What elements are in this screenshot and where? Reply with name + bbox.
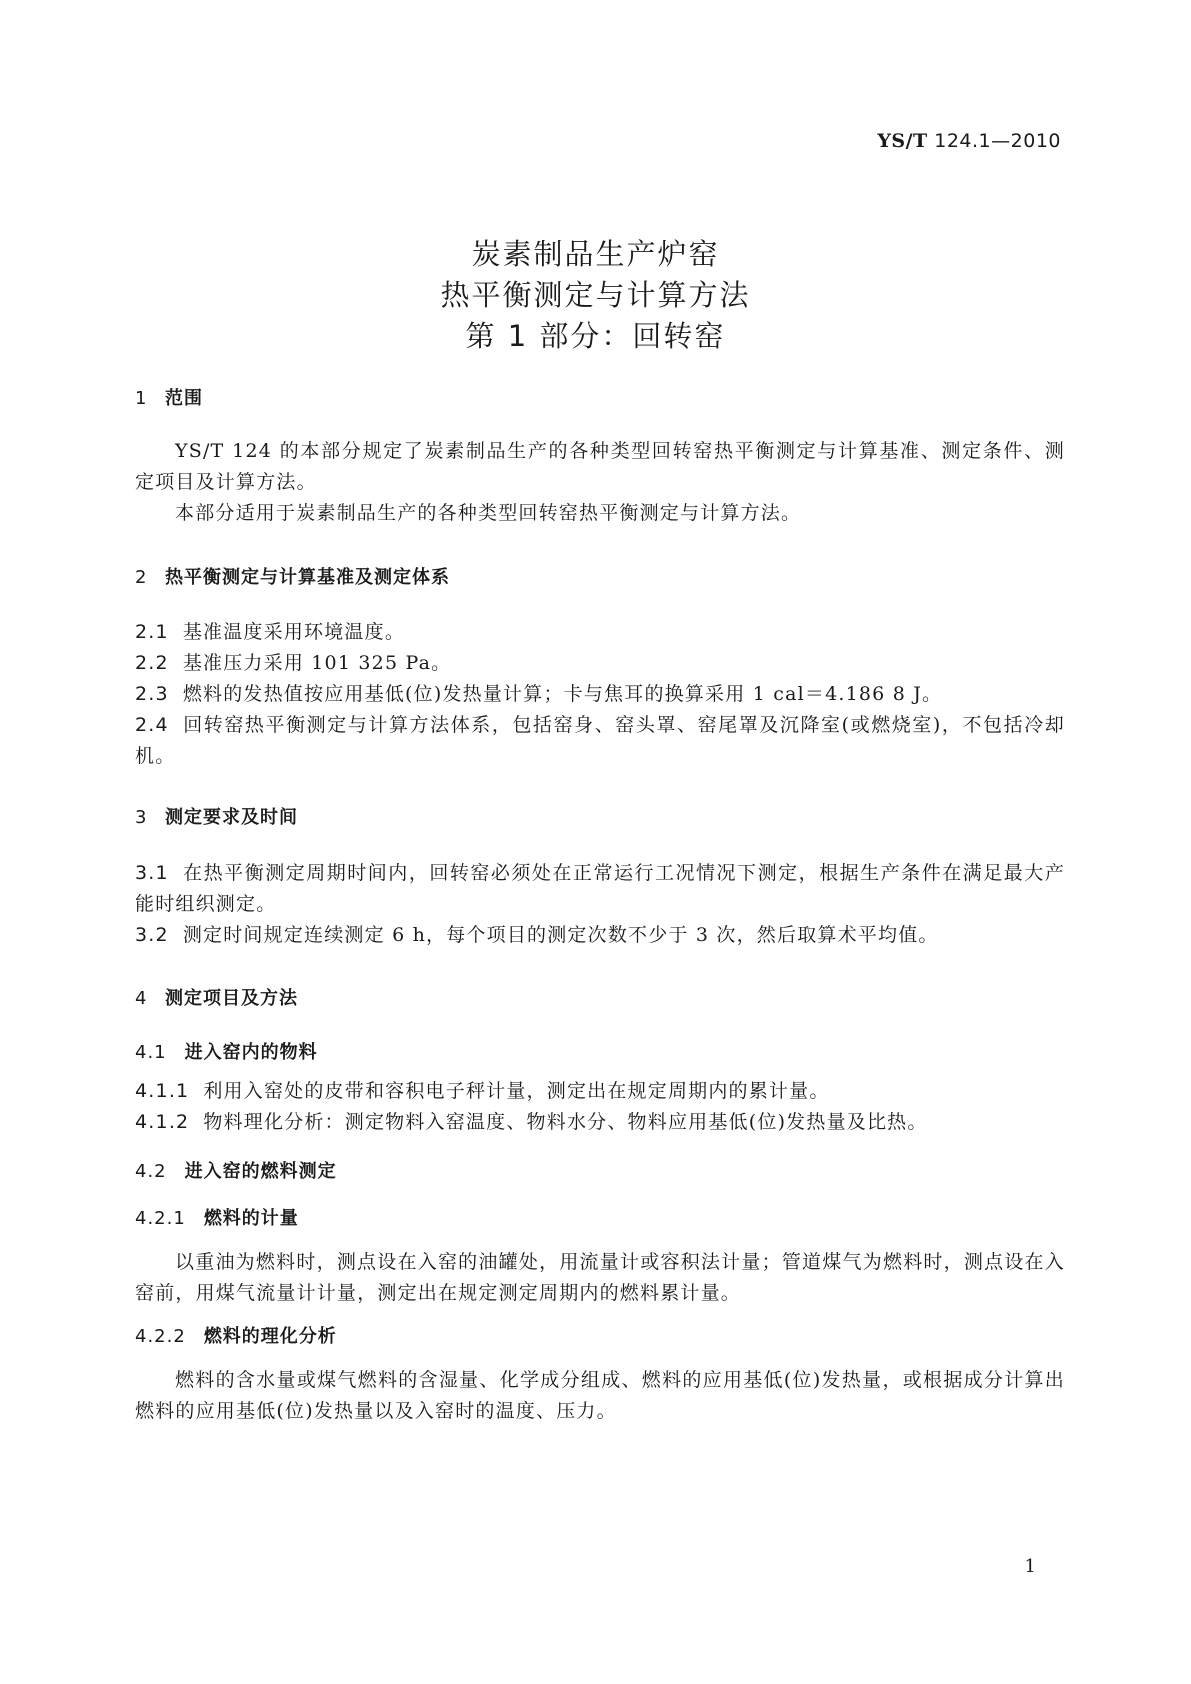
clause-text: 燃料的发热值按应用基低(位)发热量计算；卡与焦耳的换算采用 1 cal＝4.186 8 J。 [182, 683, 943, 705]
section-title: 热平衡测定与计算基准及测定体系 [165, 567, 450, 588]
clause-number: 2.3 [135, 683, 169, 705]
clause-text: 物料理化分析：测定物料入窑温度、物料水分、物料应用基低(位)发热量及比热。 [203, 1111, 928, 1133]
subsection-number: 4.2.2 [135, 1326, 186, 1347]
clause-number: 2.4 [135, 714, 169, 736]
clause-number: 4.1.1 [135, 1080, 190, 1102]
subsection-4-1-heading [135, 1038, 318, 1064]
section-title: 范围 [165, 388, 203, 409]
paragraph-4-2-2: 燃料的含水量或煤气燃料的含湿量、化学成分组成、燃料的应用基低(位)发热量，或根据成分计算出燃料的应用基低(位)发热量以及入窑时的温度、压力。 [135, 1369, 1065, 1422]
title-line-3: 第 1 部分：回转窑 [465, 319, 726, 353]
subsection-4-2-2-heading [135, 1322, 337, 1348]
title-line-1: 炭素制品生产炉窑 [471, 237, 720, 271]
subsection-number: 4.2 [135, 1161, 167, 1182]
section-title: 测定项目及方法 [165, 988, 298, 1009]
section-title: 测定要求及时间 [165, 807, 298, 828]
section-number: 4 [135, 988, 148, 1009]
subsection-number: 4.2.1 [135, 1208, 186, 1229]
clause-2-1 [135, 617, 1065, 648]
section-number: 3 [135, 807, 148, 828]
subsection-title: 进入窑内的物料 [184, 1042, 318, 1063]
section-1-paragraph-1: YS/T 124 的本部分规定了炭素制品生产的各种类型回转窑热平衡测定与计算基准、测定条件、测定项目及计算方法。 [135, 440, 1065, 493]
standard-code-prefix: YS/T [877, 130, 928, 152]
subsection-title: 进入窑的燃料测定 [184, 1161, 337, 1182]
title-line-2: 热平衡测定与计算方法 [440, 278, 751, 312]
clause-4-1-1 [135, 1076, 1065, 1107]
clause-2-3 [135, 679, 1065, 710]
standard-code [877, 130, 1061, 152]
section-3-heading [135, 803, 298, 829]
subsection-title: 燃料的计量 [203, 1208, 299, 1229]
clause-text: 测定时间规定连续测定 6 h，每个项目的测定次数不少于 3 次，然后取算术平均值。 [182, 924, 939, 946]
subsection-4-2-1-heading [135, 1204, 299, 1230]
clause-number: 3.1 [135, 862, 169, 884]
clause-text: 利用入窑处的皮带和容积电子秤计量，测定出在规定周期内的累计量。 [203, 1080, 830, 1102]
subsection-4-2-heading [135, 1157, 337, 1183]
standard-code-number: 124.1—2010 [927, 130, 1061, 152]
clause-text: 在热平衡测定周期时间内，回转窑必须处在正常运行工况情况下测定，根据生产条件在满足最大产能时组织测定。 [135, 862, 1065, 915]
clause-number: 4.1.2 [135, 1111, 190, 1133]
section-4-heading [135, 984, 298, 1010]
clause-number: 3.2 [135, 924, 169, 946]
clause-text: 回转窑热平衡测定与计算方法体系，包括窑身、窑头罩、窑尾罩及沉降室(或燃烧室)，不包括冷却机。 [135, 714, 1065, 767]
section-2-heading [135, 563, 450, 589]
subsection-number: 4.1 [135, 1042, 167, 1063]
clause-number: 2.1 [135, 621, 169, 643]
clause-3-1 [135, 858, 1065, 920]
clause-2-4 [135, 710, 1065, 772]
subsection-title: 燃料的理化分析 [203, 1326, 337, 1347]
clause-4-1-2 [135, 1107, 1065, 1138]
section-1-paragraph-2: 本部分适用于炭素制品生产的各种类型回转窑热平衡测定与计算方法。 [175, 502, 802, 524]
clause-number: 2.2 [135, 652, 169, 674]
clause-2-2 [135, 648, 1065, 679]
clause-text: 基准温度采用环境温度。 [182, 621, 406, 643]
clause-3-2 [135, 920, 1065, 951]
clause-text: 基准压力采用 101 325 Pa。 [182, 652, 452, 674]
section-1-heading [135, 384, 203, 410]
page-number: 1 [1024, 1556, 1036, 1577]
section-number: 1 [135, 388, 148, 409]
paragraph-4-2-1: 以重油为燃料时，测点设在入窑的油罐处，用流量计或容积法计量；管道煤气为燃料时，测点设在入窑前，用煤气流量计计量，测定出在规定测定周期内的燃料累计量。 [135, 1251, 1065, 1304]
section-number: 2 [135, 567, 148, 588]
